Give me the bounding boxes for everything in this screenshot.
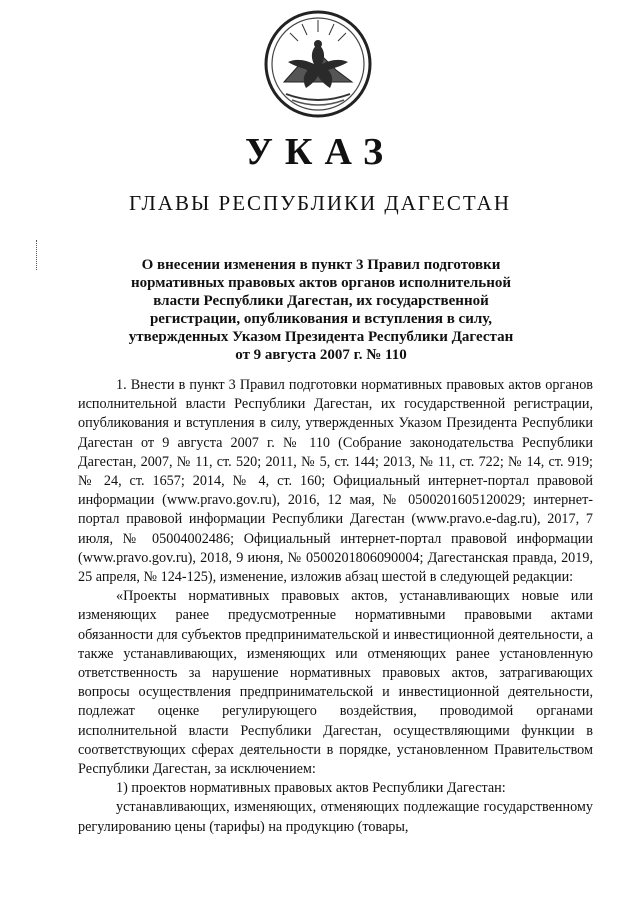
decree-heading bbox=[96, 256, 546, 364]
heading-line: от 9 августа 2007 г. № 110 bbox=[235, 347, 407, 363]
heading-line: нормативных правовых актов органов исполнительной bbox=[130, 275, 512, 291]
body-paragraph: 1) проектов нормативных правовых актов Республики Дагестан: bbox=[116, 780, 506, 797]
heading-line: О внесении изменения в пункт 3 Правил подготовки bbox=[141, 257, 501, 273]
coat-of-arms-emblem-icon bbox=[262, 8, 374, 120]
body-paragraph: 1. Внести в пункт 3 Правил подготовки нормативных правовых актов органов исполнительной власти Республики Дагестан, их государственной регистрации, опубликования и вступления в силу, утвержденных Указом Президента Республики Дагестан от 9 августа 2007 г. № 110 (Собрание законодательства Республики Дагестан, 2007, № 11, ст. 520; 2011, № 5, ст. 144; 2013, № 11, ст. 722; № 14, ст. 919; № 24, ст. 1657; 2014, № 4, ст. 160; Официальный интернет-портал правовой информации (www.pravo.gov.ru), 2016, 12 мая, № 0500201605120029; интернет-портал правовой информации Республики Дагестан (www.pravo.e-dag.ru), 2017, 7 июля, № 05004002486; Официальный интернет-портал правовой информации (www.pravo.gov.ru), 2018, 9 июня, № 0500201806090004; Дагестанская правда, 2019, 25 апреля, № 124-125), изменение, изложив абзац шестой в следующей редакции: bbox=[78, 377, 593, 586]
heading-line: утвержденных Указом Президента Республики Дагестан bbox=[128, 329, 514, 345]
document-subtitle: ГЛАВЫ РЕСПУБЛИКИ ДАГЕСТАН bbox=[128, 191, 512, 215]
body-paragraph: «Проекты нормативных правовых актов, устанавливающих новые или изменяющих ранее предусмотренные нормативными правовыми актами обязанности для субъектов предпринимательской и инвестиционной деятельности, а также устанавливающих, изменяющих или отменяющих ранее установленную ответственность за нарушение нормативных правовых актов, затрагивающих вопросы осуществления предпринимательской и инвестиционной деятельности, подлежат оценке регулирующего воздействия, проводимой органами исполнительной власти Республики Дагестан, осуществляющими функции в соответствующих сферах деятельности в порядке, установленном Правительством Республики Дагестан, за исключением: bbox=[78, 588, 593, 778]
scan-margin-mark bbox=[36, 240, 39, 270]
heading-line: регистрации, опубликования и вступления в силу, bbox=[149, 311, 493, 327]
heading-line: власти Республики Дагестан, их государственной bbox=[153, 293, 489, 309]
document-title: УКАЗ bbox=[245, 131, 395, 173]
decree-body bbox=[78, 376, 593, 837]
body-paragraph: устанавливающих, изменяющих, отменяющих подлежащие государственному регулированию цены (тарифы) на продукцию (товары, bbox=[78, 799, 593, 835]
